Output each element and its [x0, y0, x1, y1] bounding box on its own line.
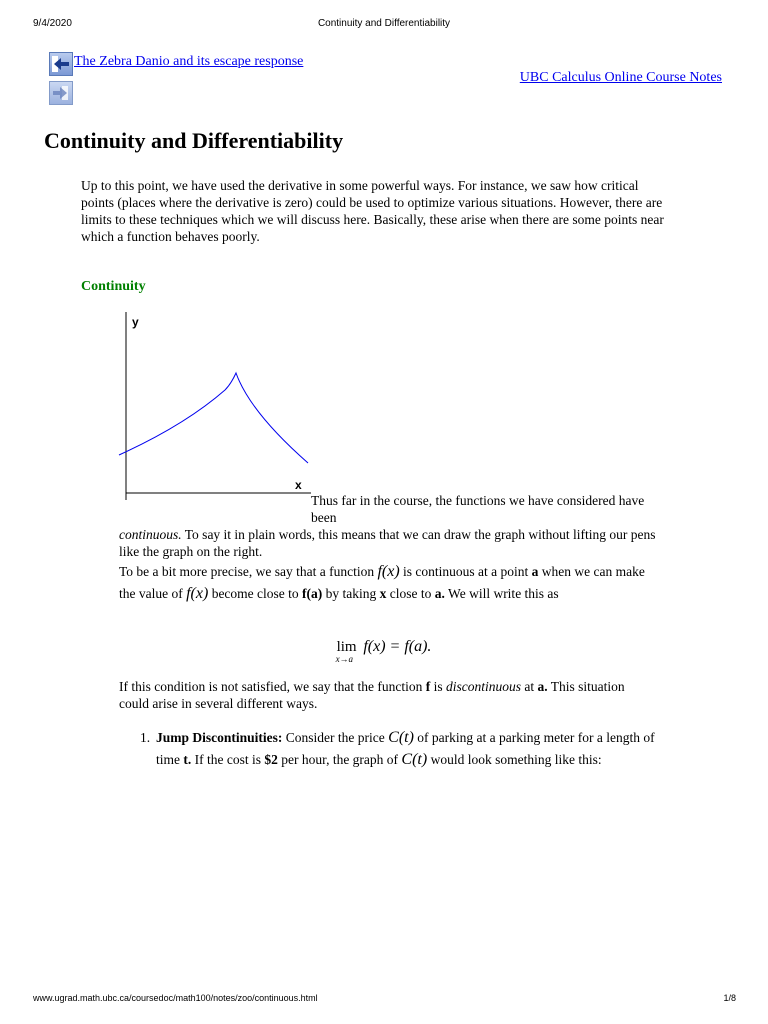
print-date: 9/4/2020	[33, 18, 72, 29]
print-page-number: 1/8	[723, 993, 736, 1003]
course-notes-link[interactable]: UBC Calculus Online Course Notes	[519, 70, 722, 85]
limit-formula: lim x→a f(x) = f(a).	[335, 638, 432, 664]
previous-page-icon[interactable]	[49, 52, 73, 76]
continuous-function-graph	[115, 310, 315, 502]
function-curve	[119, 373, 308, 463]
up-page-icon[interactable]	[49, 81, 73, 105]
print-title: Continuity and Differentiability	[317, 18, 451, 29]
x-axis-label: x	[295, 478, 302, 492]
precise-definition-paragraph: To be a bit more precise, we say that a function f(x) is continuous at a point a when we can make the value of f(x) become close to f(a) by taking x close to a. We will write this as	[119, 563, 645, 602]
previous-page-link[interactable]: The Zebra Danio and its escape response	[74, 54, 304, 69]
discontinuous-paragraph: If this condition is not satisfied, we say that the function f is discontinuous at a. This situation could arise in several different ways.	[119, 679, 625, 711]
section-heading-continuity: Continuity	[81, 279, 146, 294]
intro-paragraph: Up to this point, we have used the derivative in some powerful ways. For instance, we saw how critical points (places where the derivative is zero) could be used to optimize various situations. However, there are limits to these techniques which we will discuss here. Basically, these arise when there are some points near which a function behaves poorly.	[81, 178, 664, 244]
print-url: www.ugrad.math.ubc.ca/coursedoc/math100/notes/zoo/continuous.html	[33, 993, 318, 1003]
y-axis-label: y	[132, 315, 139, 329]
page-title: Continuity and Differentiability	[44, 128, 344, 153]
list-item: 1. Jump Discontinuities: Consider the price C(t) of parking at a parking meter for a length of time t. If the cost is $2 per hour, the graph of C(t) would look something like this:	[140, 729, 655, 768]
continuity-paragraph: Thus far in the course, the functions we have considered have beencontinuous. To say it in plain words, this means that we can draw the graph without lifting our pens like the graph on the right.	[119, 493, 656, 559]
